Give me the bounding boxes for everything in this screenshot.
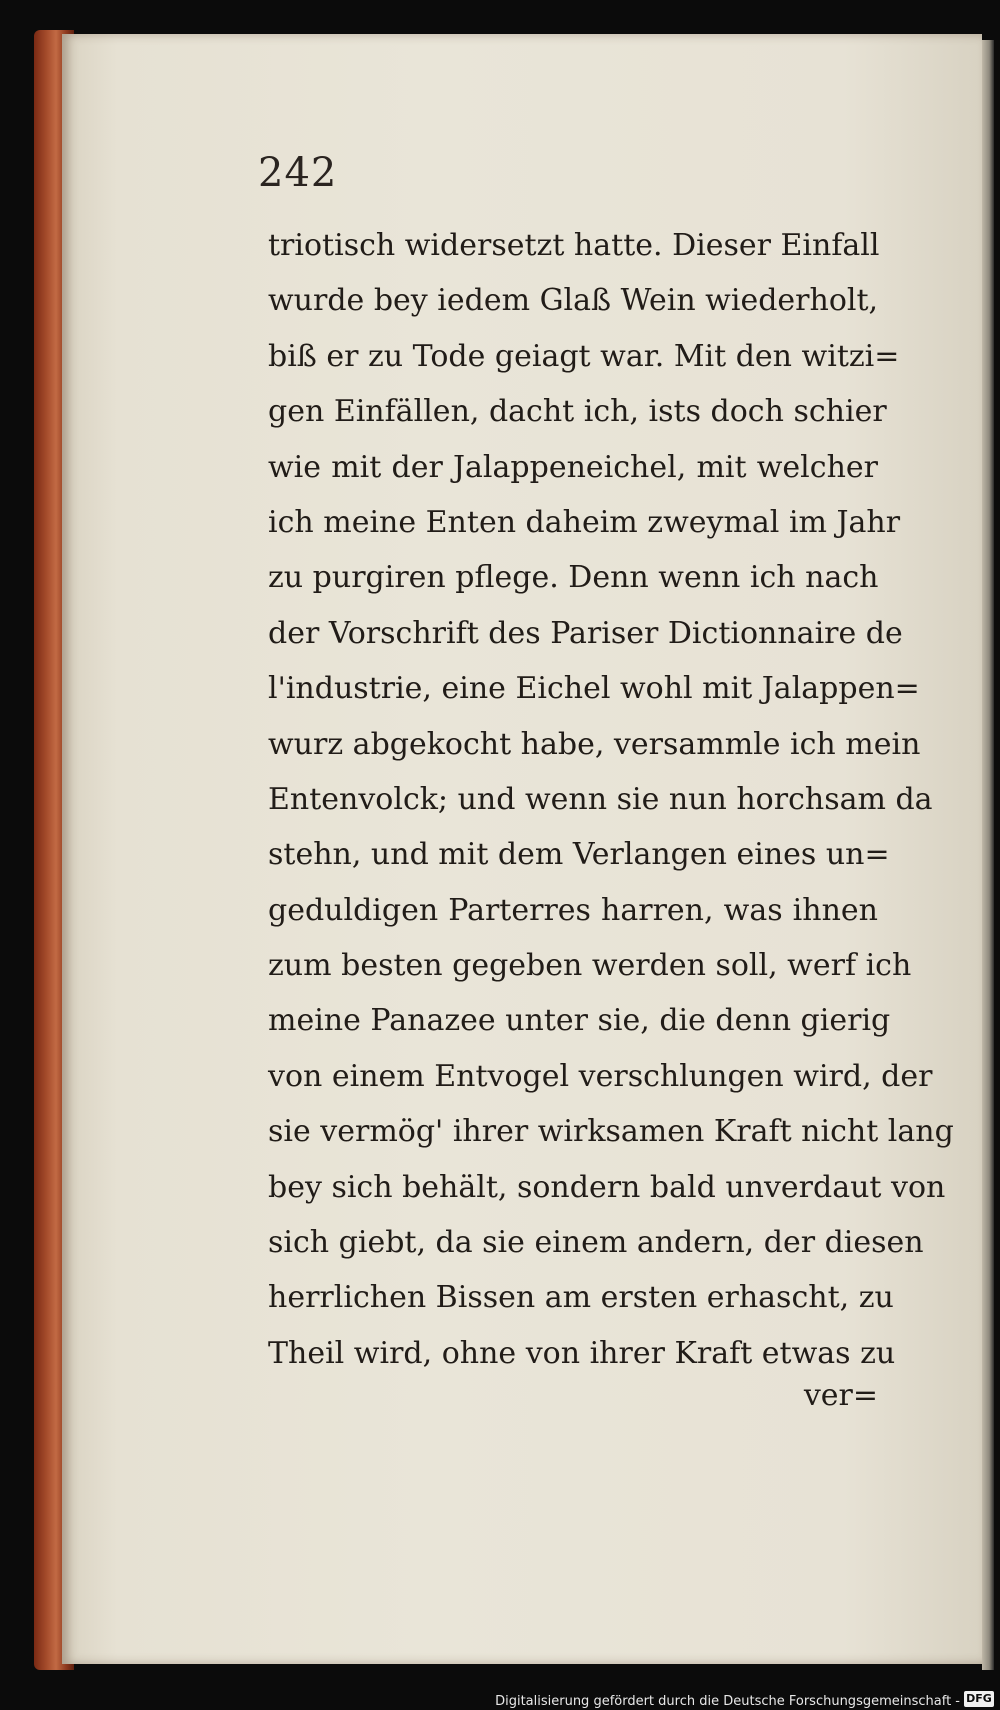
text-line: herrlichen Bissen am ersten erhascht, zu [268, 1280, 894, 1316]
text-block [268, 218, 954, 1381]
text-line: wurde bey iedem Glaß Wein wiederholt, [268, 283, 879, 319]
catchword: ver= [803, 1378, 878, 1413]
text-line: stehn, und mit dem Verlangen eines un= [268, 837, 890, 873]
text-line: gen Einfällen, dacht ich, ists doch schier [268, 394, 887, 430]
text-line: meine Panazee unter sie, die denn gierig [268, 1003, 891, 1039]
text-line: Entenvolck; und wenn sie nun horchsam da [268, 781, 933, 817]
text-line: sie vermög' ihrer wirksamen Kraft nicht lang [268, 1114, 954, 1150]
text-line: wie mit der Jalappeneichel, mit welcher [268, 449, 878, 485]
text-line: l'industrie, eine Eichel wohl mit Jalappen= [268, 671, 920, 707]
text-line: Theil wird, ohne von ihrer Kraft etwas zu [268, 1335, 896, 1371]
text-line: von einem Entvogel verschlungen wird, der [268, 1058, 933, 1094]
dfg-logo-icon: DFG [964, 1691, 994, 1707]
text-line: sich giebt, da sie einem andern, der diesen [268, 1225, 924, 1261]
text-line: ich meine Enten daheim zweymal im Jahr [268, 504, 901, 540]
text-line: zu purgiren pflege. Denn wenn ich nach [268, 560, 879, 596]
text-line: biß er zu Tode geiagt war. Mit den witzi= [268, 338, 900, 374]
text-line: wurz abgekocht habe, versammle ich mein [268, 726, 921, 762]
text-line: bey sich behält, sondern bald unverdaut von [268, 1169, 946, 1205]
page-number: 242 [258, 150, 338, 196]
text-line: zum besten gegeben werden soll, werf ich [268, 948, 912, 984]
text-line: der Vorschrift des Pariser Dictionnaire de [268, 615, 903, 651]
page-right-edge [982, 40, 994, 1670]
text-line: geduldigen Parterres harren, was ihnen [268, 892, 878, 928]
digitization-credit: Digitalisierung gefördert durch die Deutsche Forschungsgemeinschaft - [495, 1694, 960, 1709]
text-line: triotisch widersetzt hatte. Dieser Einfall [268, 228, 880, 263]
